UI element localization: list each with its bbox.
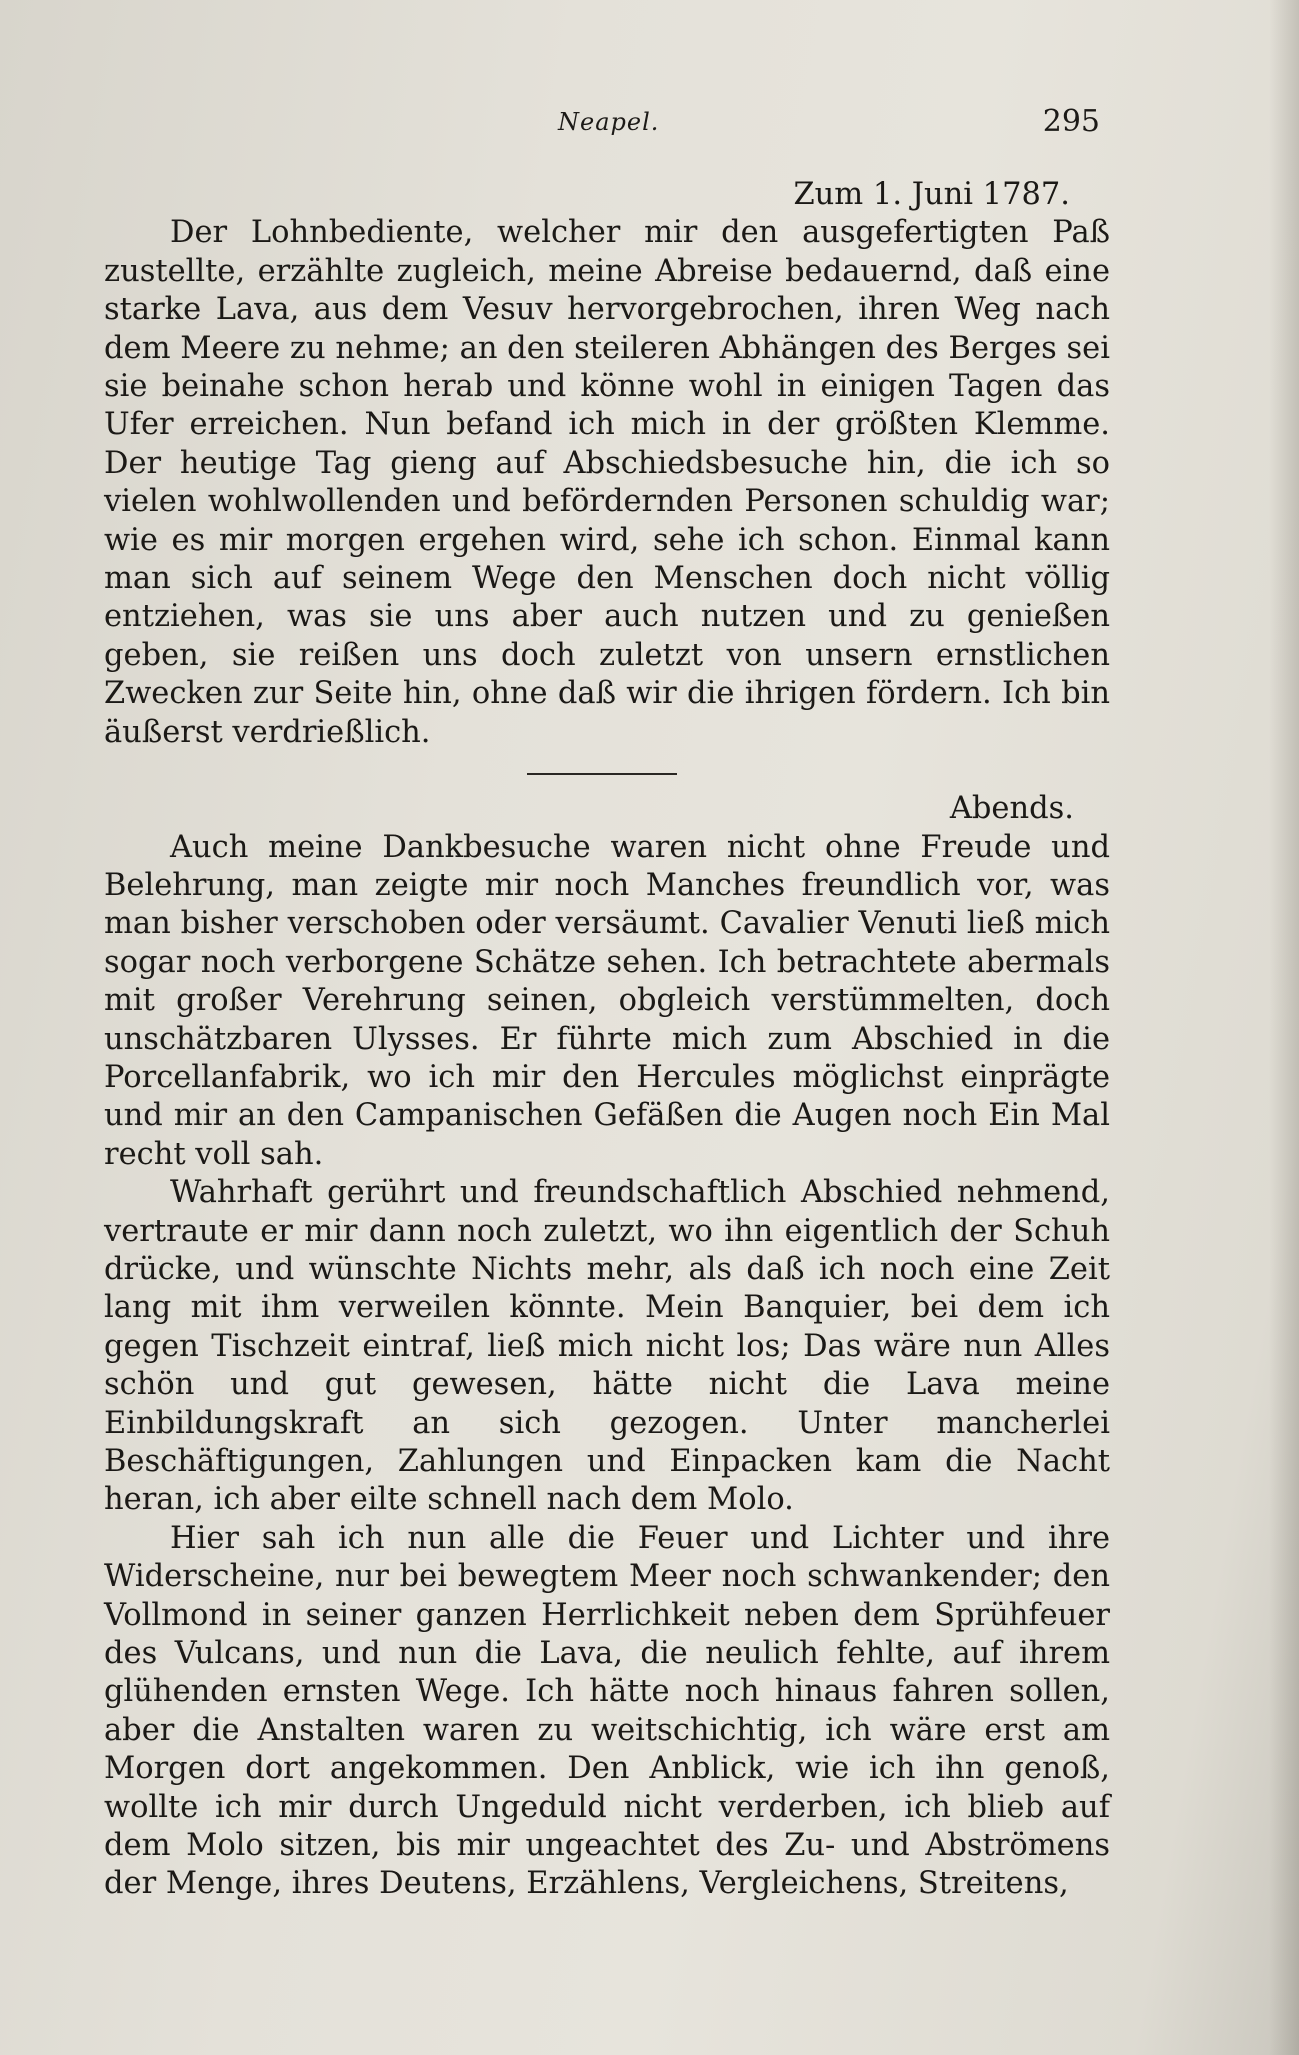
page-gutter-shadow bbox=[1269, 0, 1299, 2055]
page-number: 295 bbox=[1042, 104, 1100, 139]
running-head: Neapel. bbox=[558, 108, 660, 136]
paragraph: Hier sah ich nun alle die Feuer und Lichter und ihre Widerscheine, nur bei bewegtem Meer noch schwankender; den Vollmond in seiner ganzen Herrlichkeit neben dem Sprühfeuer des Vulcans, und nun die Lava, die neulich fehlte, auf ihrem glühenden ernsten Wege. Ich hätte noch hinaus fahren sollen, aber die Anstalten waren zu weitschichtig, ich wäre erst am Morgen dort angekommen. Den Anblick, wie ich ihn genoß, wollte ich mir durch Ungeduld nicht verderben, ich blieb auf dem Molo sitzen, bis mir ungeachtet des Zu- und Abströmens der Menge, ihres Deutens, Erzählens, Vergleichens, Streitens, bbox=[104, 1520, 1110, 1902]
paragraph: Auch meine Dankbesuche waren nicht ohne Freude und Belehrung, man zeigte mir noch Manches freundlich vor, was man bisher verschoben oder versäumt. Cavalier Venuti ließ mich sogar noch verborgene Schätze sehen. Ich betrachtete abermals mit großer Verehrung seinen, obgleich verstümmelten, doch unschätzbaren Ulysses. Er führte mich zum Abschied in die Porcellanfabrik, wo ich mir den Hercules möglichst einprägte und mir an den Campanischen Gefäßen die Augen noch Ein Mal recht voll sah. bbox=[104, 829, 1110, 1172]
page-header bbox=[104, 104, 1100, 148]
body-text bbox=[104, 176, 1110, 1904]
section-divider bbox=[527, 773, 677, 775]
section-heading-abends: Abends. bbox=[949, 791, 1074, 827]
paragraph: Der Lohnbediente, welcher mir den ausgefertigten Paß zustellte, erzählte zugleich, meine Abreise bedauernd, daß eine starke Lava, aus dem Vesuv hervorgebrochen, ihren Weg nach dem Meere zu nehme; an den steileren Abhängen des Berges sei sie beinahe schon herab und könne wohl in einigen Tagen das Ufer erreichen. Nun befand ich mich in der größten Klemme. Der heutige Tag gieng auf Abschiedsbesuche hin, die ich so vielen wohlwollenden und befördernden Personen schuldig war; wie es mir morgen ergehen wird, sehe ich schon. Einmal kann man sich auf seinem Wege den Menschen doch nicht völlig entziehen, was sie uns aber auch nutzen und zu genießen geben, sie reißen uns doch zuletzt von unsern ernstlichen Zwecken zur Seite hin, ohne daß wir die ihrigen fördern. Ich bin äußerst verdrießlich. bbox=[104, 215, 1110, 750]
date-heading: Zum 1. Juni 1787. bbox=[793, 177, 1070, 212]
paragraph: Wahrhaft gerührt und freundschaftlich Abschied nehmend, vertraute er mir dann noch zuletzt, wo ihn eigentlich der Schuh drücke, und wünschte Nichts mehr, als daß ich noch eine Zeit lang mit ihm verweilen könnte. Mein Banquier, bei dem ich gegen Tischzeit eintraf, ließ mich nicht los; Das wäre nun Alles schön und gut gewesen, hätte nicht die Lava meine Einbildungskraft an sich gezogen. Unter mancherlei Beschäftigungen, Zahlungen und Einpacken kam die Nacht heran, ich aber eilte schnell nach dem Molo. bbox=[104, 1175, 1110, 1518]
